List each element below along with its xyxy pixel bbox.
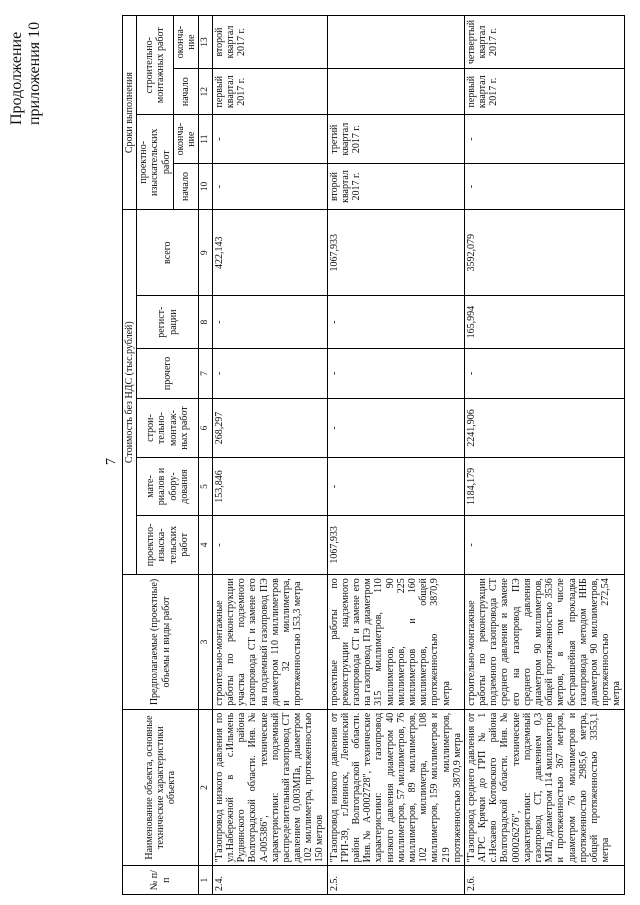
cost-design-survey: 1067,933 (327, 515, 464, 575)
cost-design-survey: - (212, 515, 327, 575)
cost-design-survey: - (464, 515, 624, 575)
col-number: 2 (199, 709, 213, 866)
col-number: 11 (199, 115, 213, 164)
cost-construction: - (327, 398, 464, 458)
col-number: 3 (199, 575, 213, 710)
col-number: 4 (199, 515, 213, 575)
design-end: третий квартал 2017 г. (327, 115, 464, 164)
cost-materials: - (327, 458, 464, 515)
construction-start: первый квартал 2017 г. (212, 69, 327, 115)
table-row (327, 16, 464, 895)
design-end: - (464, 115, 624, 164)
cost-registration: - (212, 296, 327, 349)
col-number: 10 (199, 163, 213, 209)
cost-other: - (212, 349, 327, 399)
works-description: проектные работы по реконструкции надземного газопровода СТ и замене его на газопровод ПЭ диаметром 315 миллиметров, 110 миллиметров, 90 миллиметров, 225 миллиметров и 160 миллиметров, общей протяженностью 3870,9 метра (327, 575, 464, 710)
column-number-row (199, 16, 213, 895)
table-row (464, 16, 624, 895)
design-start-header: начало (173, 163, 198, 209)
cost-total: 422,143 (212, 210, 327, 296)
col-number: 12 (199, 69, 213, 115)
col-design-survey-header: проектно-изыска-тельских работ (137, 515, 199, 575)
col-total-header: всего (137, 210, 199, 296)
row-number: 2.4. (212, 866, 327, 895)
object-description: "Газопровод низкого давления от ГРП-39, г.Ленинск, Ленинский район Волгоградской области. Инв.№ А-0002728", технические характеристики: газопровод низкого давления диаметром 40 миллиметров, 57 миллиметров, 76 миллиметров, 89 миллиметров, 102 миллиметра, 108 миллиметров, 159 миллиметров и 219 миллиметров, протяженностью 3870,9 метра (327, 709, 464, 866)
page-number: 7 (104, 458, 119, 465)
design-start: - (212, 163, 327, 209)
cost-materials: 153,846 (212, 458, 327, 515)
col-number: 1 (199, 866, 213, 895)
design-start: второй квартал 2017 г. (327, 163, 464, 209)
object-description: "Газопровод среднего давления от АГРС Крячки до ГРП № 1 с.Нехаево Котовского района Волгоградской области. Инв.№ 000026276", технические характеристики: подземный газопровод СТ, давлением 0,3 МПа, диаметром 114 миллиметров и протяженностью 367 метров, диаметром 76 миллиметров и протяженностью 2985,6 метра, общей протяженностью 3353,1 метра (464, 709, 624, 866)
design-end-header: оконча-ние (173, 115, 198, 164)
works-description: строительно-монтажные работы по реконструкции участка подземного газопровода СТ и замене его на подземный газопровод ПЭ диаметром 110 миллиметров и 32 миллиметра, протяженностью 153,3 метра (212, 575, 327, 710)
terms-construction-header: строительно-монтажных работ (137, 16, 174, 115)
col-number: 5 (199, 458, 213, 515)
construction-end: четвертый квартал 2017 г. (464, 16, 624, 69)
works-description: строительно-монтажные работы по реконструкции подземного газопровода СТ среднего давления и замене его на газопровод ПЭ среднего давления диаметром 90 миллиметров, общей протяженностью 3536 метров, в том числе бестраншейная прокладка газопровода методом ННБ диаметром 90 миллиметров, протяженностью 272,54 метра (464, 575, 624, 710)
table-row (212, 16, 327, 895)
header-row (123, 16, 137, 895)
cost-other: - (327, 349, 464, 399)
col-num-header: № п/п (123, 866, 199, 895)
design-end: - (212, 115, 327, 164)
construction-start: первый квартал 2017 г. (464, 69, 624, 115)
cost-registration: - (327, 296, 464, 349)
cost-other: - (464, 349, 624, 399)
terms-design-header: проектно-изыскательских работ (137, 115, 174, 210)
design-start: - (464, 163, 624, 209)
construction-start (327, 69, 464, 115)
construction-end: второй квартал 2017 г. (212, 16, 327, 69)
construction-end (327, 16, 464, 69)
terms-group-header: Сроки выполнения (123, 16, 137, 210)
cost-total: 3592,079 (464, 210, 624, 296)
col-number: 7 (199, 349, 213, 399)
col-number: 9 (199, 210, 213, 296)
col-registration-header: регист-рации (137, 296, 199, 349)
cost-registration: 165,994 (464, 296, 624, 349)
cost-materials: 1184,179 (464, 458, 624, 515)
cost-construction: 268,297 (212, 398, 327, 458)
col-other-header: прочего (137, 349, 199, 399)
cost-group-header: Стоимость без НДС (тыс.рублей) (123, 210, 137, 575)
col-materials-header: мате-риалов и обору-дования (137, 458, 199, 515)
cost-total: 1067,933 (327, 210, 464, 296)
col-number: 13 (199, 16, 213, 69)
works-table (122, 15, 625, 895)
col-construction-header: строи-тельно-монтаж-ных работ (137, 398, 199, 458)
col-name-header: Наименование объекта, основные технические характеристики объекта (123, 709, 199, 866)
col-works-header: Предполагаемые (проектные) объемы и виды работ (123, 575, 199, 710)
construction-end-header: оконча-ние (173, 16, 198, 69)
construction-start-header: начало (173, 69, 198, 115)
cost-construction: 2241,906 (464, 398, 624, 458)
col-number: 8 (199, 296, 213, 349)
row-number: 2.5. (327, 866, 464, 895)
object-description: "Газопровод низкого давления по ул.Набережной в с.Ильмень Руднянского района Волгоградской области. Инв.№ А-005386", технические характеристики: подземный распределительный газопровод СТ давлением 0,003МПа, диаметром 102 миллиметра, протяженностью 150 метров (212, 709, 327, 866)
row-number: 2.6. (464, 866, 624, 895)
appendix-title: Продолжение приложения 10 (8, 21, 43, 125)
col-number: 6 (199, 398, 213, 458)
